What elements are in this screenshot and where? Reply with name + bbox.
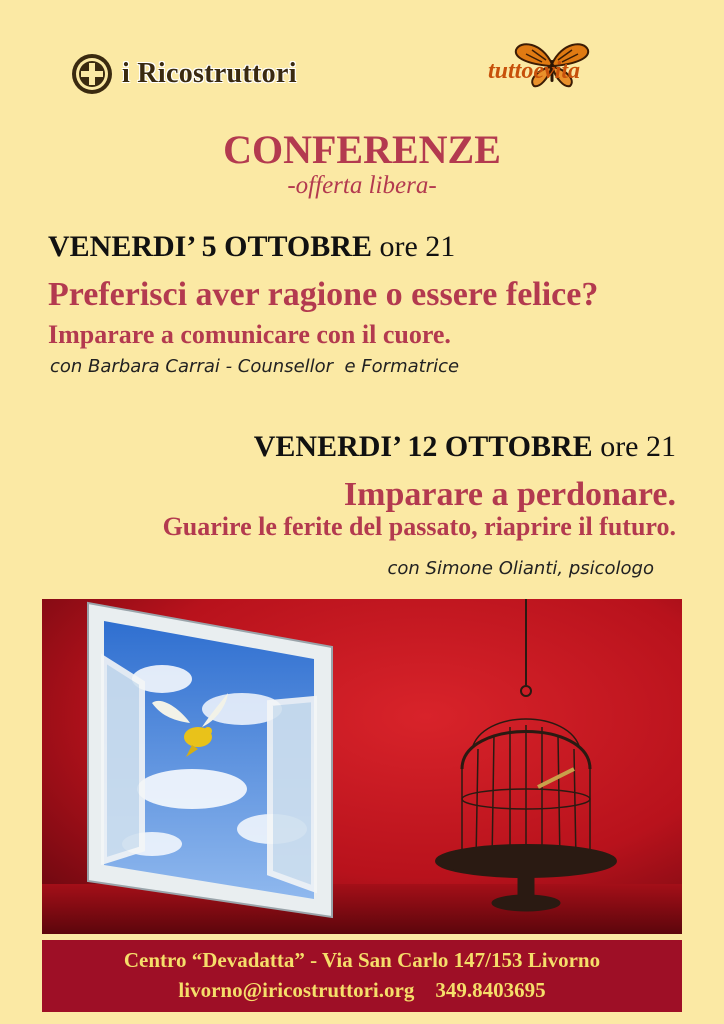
footer-phone[interactable]: 349.8403695 [435,978,546,1002]
event1-subtitle: Imparare a comunicare con il cuore. [48,320,451,349]
page-title: CONFERENZE [223,127,501,172]
event1-time: ore 21 [379,230,456,263]
event1-speaker: con Barbara Carrai - Counsellor e Formatrice [50,356,460,377]
ricostruttori-logo [70,52,297,96]
event2-date: VENERDI’ 12 OTTOBRE [253,430,593,463]
page-subtitle: -offerta libera- [287,172,437,199]
emblem-icon [70,52,114,96]
footer-address: Centro “Devadatta” - Via San Carlo 147/153 Livorno [123,948,601,972]
window-birdcage-illustration [42,599,682,934]
footer-contact [42,978,682,1003]
event1-title: Preferisci aver ragione o essere felice? [48,276,599,313]
event2-speaker: con Simone Olianti, psicologo [387,558,654,579]
footer-banner [42,940,682,1012]
footer-email[interactable]: livorno@iricostruttori.org [178,978,415,1002]
event1-datetime [48,230,455,264]
ricostruttori-name: i Ricostruttori [122,58,297,89]
window [88,603,332,917]
tuttoevita-name: tuttoevita [488,58,580,84]
event1-date: VENERDI’ 5 OTTOBRE [48,230,372,263]
tuttoevita-logo [488,40,628,90]
event2-title: Imparare a perdonare. [343,476,676,513]
event2-datetime [254,430,676,464]
event2-subtitle: Guarire le ferite del passato, riaprire il futuro. [162,512,676,541]
event2-time: ore 21 [600,430,676,463]
